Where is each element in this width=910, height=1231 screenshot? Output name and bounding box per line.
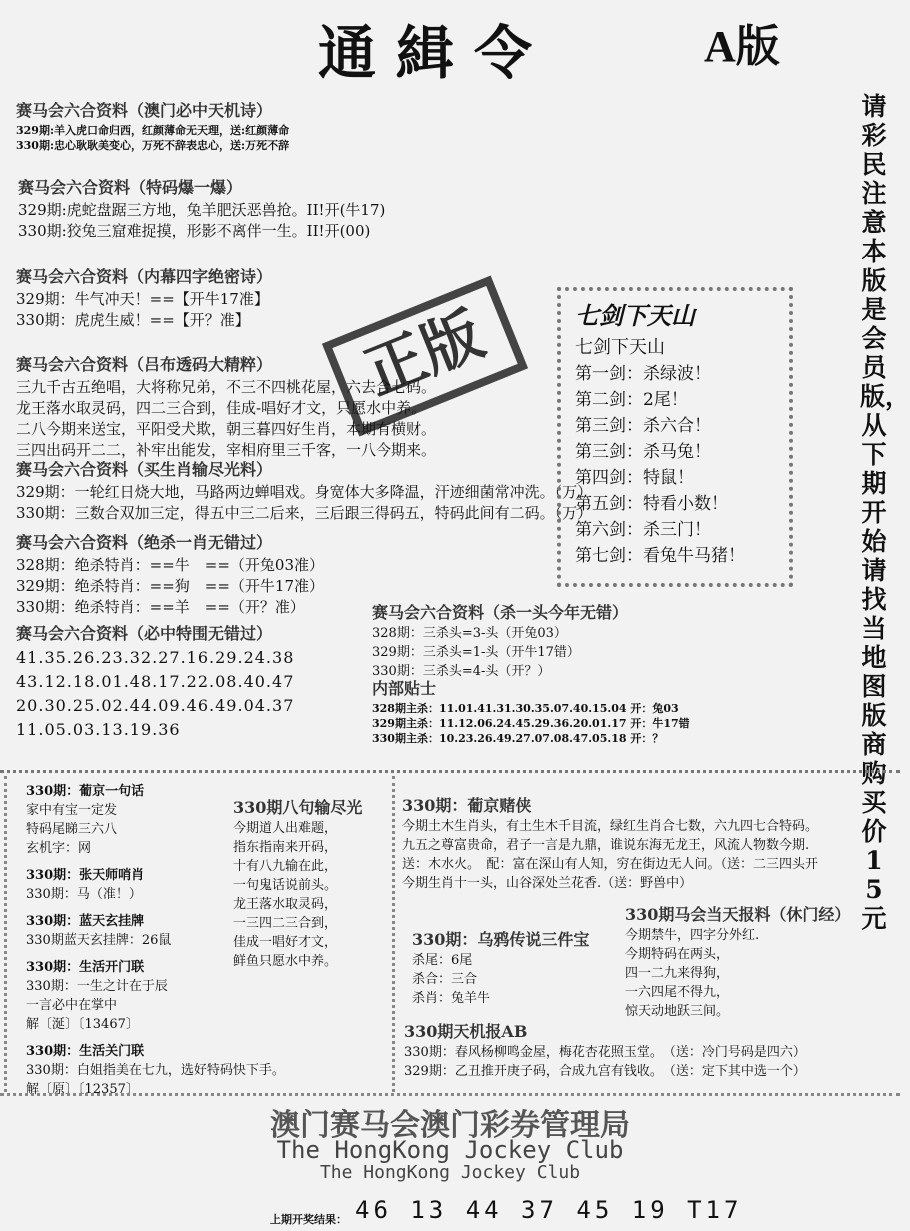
section-title: 赛马会六合资料（澳门必中天机诗） (16, 101, 273, 120)
section-line: 送：木水火。 配：富在深山有人知，穷在街边无人问。（送：二三四头开 (402, 857, 819, 872)
section-line: 今期禁牛，四字分外红. (625, 928, 760, 943)
section-line: 329期：绝杀特肖：==狗 ==（开牛17准） (16, 577, 324, 595)
sword-line: 第六剑：杀三门！ (575, 520, 711, 540)
section-line: 三九千古五绝唱，大将称兄弟，不三不四桃花屋，六去合七码。 (16, 378, 437, 396)
tip-line: 特码尾睇三六八 (26, 822, 118, 837)
section-title: 赛马会六合资料（必中特围无错过） (16, 624, 273, 643)
section-title: 赛马会六合资料（杀一头今年无错） (372, 603, 629, 622)
section-line: 328期：绝杀特肖：==牛 ==（开兔03准） (16, 556, 324, 574)
tip-group (26, 912, 236, 950)
section-line: 一三四二三合到， (233, 916, 338, 931)
tip-line: 一言必中在掌中 (26, 998, 118, 1013)
tip-title: 330期：葡京一句话 (26, 784, 145, 799)
section-lvbu (16, 354, 436, 461)
footer-english-name-small: The HongKong Jockey Club (319, 1162, 581, 1183)
section-special-code (18, 177, 385, 242)
section-title: 330期天机报AB (404, 1022, 528, 1041)
divider (0, 770, 900, 773)
seven-swords-header: 七剑下天山 (575, 301, 695, 330)
section-line: 龙王落水取灵码， (233, 897, 338, 912)
section-horse-report (625, 905, 850, 1021)
sword-line: 第三剑：杀马兔！ (575, 442, 711, 462)
section-line: 佳成一唱好才文， (233, 935, 338, 950)
section-line: 330期:忠心耿耿美变心，万死不辞表忠心，送:万死不辞 (16, 139, 290, 152)
genuine-stamp: 正版 (322, 276, 528, 437)
section-tianji-ab (404, 1022, 806, 1081)
section-line: 鲜鱼只愿水中养。 (233, 954, 338, 969)
section-bottom-left (26, 782, 285, 1107)
section-kill-one (16, 532, 324, 618)
sword-line: 第二剑：2尾！ (575, 390, 688, 410)
section-title: 330期：乌鸦传说三件宝 (412, 930, 590, 949)
section-title: 330期马会当天报料（休门经） (625, 905, 851, 924)
section-crow (412, 930, 589, 1008)
tip-line: 330期：一生之计在于辰 (26, 979, 168, 994)
section-line: 二八今期来送宝，平阳受犬欺，朝三暮四好生肖，本期有横财。 (16, 420, 437, 438)
sword-line: 第一剑：杀绿波！ (575, 364, 711, 384)
tip-title: 330期：蓝天玄挂牌 (26, 914, 145, 929)
sword-line: 第七剑：看兔牛马猪！ (575, 546, 745, 566)
section-line: 329期主杀：11.12.06.24.45.29.36.20.01.17 开：牛17错 (372, 717, 690, 730)
section-kill-head (372, 603, 628, 681)
tip-group (26, 1042, 285, 1099)
sword-line: 第三剑：杀六合！ (575, 416, 711, 436)
section-line: 11.05.03.13.19.36 (16, 720, 181, 739)
section-secret-poem (16, 266, 272, 331)
tip-line: 330期：马（准！） (26, 887, 142, 902)
section-line: 328期：三杀头=3-头（开兔03） (372, 626, 567, 641)
seven-swords-box (557, 287, 793, 587)
sword-line: 第五剑：特看小数！ (575, 494, 728, 514)
section-insider (372, 678, 690, 746)
section-line: 330期：三杀头=4-头（开？） (372, 664, 551, 679)
tip-group (26, 958, 236, 1034)
section-line: 四一二九来得狗， (625, 966, 730, 981)
section-line: 43.12.18.01.48.17.22.08.40.47 (16, 672, 295, 691)
tip-line: 家中有宝一定发 (26, 803, 118, 818)
section-line: 41.35.26.23.32.27.16.29.24.38 (16, 648, 295, 667)
masthead-title: 通緝令 (318, 19, 553, 87)
section-title: 赛马会六合资料（吕布透码大精粹） (16, 355, 273, 374)
section-line: 330期：虎虎生威！==【开？准】 (16, 311, 250, 329)
section-gambler (402, 796, 818, 893)
section-line: 329期:虎蛇盘踞三方地，兔羊肥沃恶兽抢。II!开(牛17) (18, 201, 386, 219)
section-title: 赛马会六合资料（特码爆一爆） (18, 178, 243, 197)
section-title: 330期：葡京赌侠 (402, 796, 532, 815)
section-tianji-poem (16, 100, 289, 153)
last-result-label: 上期开奖结果： (270, 1213, 347, 1226)
divider (0, 1093, 900, 1096)
tip-line: 解〔涎〕〔13467〕 (26, 1017, 139, 1032)
section-line: 指东指南来开码， (233, 840, 338, 855)
section-title: 赛马会六合资料（买生肖输尽光料） (16, 460, 273, 479)
section-line: 330期:狡兔三窟难捉摸，形影不离伴一生。II!开(00) (18, 222, 371, 240)
section-special-range (16, 623, 294, 742)
section-line: 一句鬼话说前头。 (233, 878, 338, 893)
section-title: 内部贴士 (372, 679, 437, 698)
tip-title: 330期：生活关门联 (26, 1044, 145, 1059)
section-line: 329期：一轮红日烧大地，马路两边蝉唱戏。身宽体大多降温，汗迹细菌常冲洗。（万） (16, 483, 593, 501)
section-zodiac (16, 459, 592, 524)
section-line: 今期土木生肖头，有土生木千目流，绿红生肖合七数，六九四七合特码。 (402, 819, 819, 834)
footer-english-name: The HongKong Jockey Club (276, 1136, 624, 1164)
tip-group (26, 782, 236, 858)
section-line: 329期：牛气冲天！==【开牛17准】 (16, 290, 269, 308)
section-line: 杀尾：6尾 (412, 953, 473, 968)
section-line: 惊天动地跃三间。 (625, 1004, 730, 1019)
sidebar-notice: 请彩民注意本版是会员版，从下期开始请找当地图版商购买价15元 (860, 92, 910, 933)
divider (4, 776, 7, 1092)
section-line: 三四出码开二二，补牢出能发，宰相府里三千客，一八今期来。 (16, 441, 437, 459)
section-line: 今期生肖十一头，山谷深处兰花香.（送：野兽中） (402, 876, 693, 891)
section-line: 今期道人出难题， (233, 821, 338, 836)
section-line: 329期:羊入虎口命归西，红颜薄命无天理，送:红颜薄命 (16, 124, 290, 137)
section-line: 十有八九输在此， (233, 859, 338, 874)
section-line: 杀合：三合 (412, 972, 478, 987)
sword-line: 第四剑：特鼠！ (575, 468, 694, 488)
edition-label: A版 (704, 22, 780, 71)
tip-title: 330期：张天师哨肖 (26, 868, 145, 883)
section-line: 330期主杀：10.23.26.49.27.07.08.47.05.18 开：？ (372, 732, 664, 745)
footer-org-name: 澳门赛马会澳门彩券管理局 (270, 1108, 630, 1143)
section-line: 一六四尾不得九， (625, 985, 730, 1000)
section-line: 329期：三杀头=1-头（开牛17错） (372, 645, 580, 660)
tip-line: 玄机字：网 (26, 841, 92, 856)
section-line: 杀肖：兔羊牛 (412, 991, 491, 1006)
tip-title: 330期：生活开门联 (26, 960, 145, 975)
section-title: 330期八句输尽光 (233, 798, 363, 817)
section-line: 328期主杀：11.01.41.31.30.35.07.40.15.04 开：兔03 (372, 702, 679, 715)
section-line: 今期特码在两头， (625, 947, 730, 962)
tip-line: 解〔原〕〔12357〕 (26, 1082, 139, 1097)
section-line: 九五之尊富贵命，君子一言是九鼎，谁说东海无龙王，风流人物数今期. (402, 838, 810, 853)
section-line: 330期：绝杀特肖：==羊 ==（开？准） (16, 598, 305, 616)
seven-swords-title: 七剑下天山 (575, 337, 665, 358)
section-eight-lines (233, 798, 393, 971)
section-line: 330期：春风杨柳鸣金屋，梅花杏花照玉堂。 （送：冷门号码是四六） (404, 1045, 806, 1060)
tip-line: 330期蓝天玄挂牌：26鼠 (26, 933, 172, 948)
tip-group (26, 866, 236, 904)
section-title: 赛马会六合资料（绝杀一肖无错过） (16, 533, 273, 552)
last-result-numbers: 46 13 44 37 45 19 T17 (355, 1196, 743, 1224)
section-line: 329期：乙丑推开庚子码，合成九宫有钱收。 （送：定下其中选一个） (404, 1064, 806, 1079)
section-title: 赛马会六合资料（内幕四字绝密诗） (16, 267, 273, 286)
section-line: 20.30.25.02.44.09.46.49.04.37 (16, 696, 295, 715)
section-line: 330期：三数合双加三定，得五中三二后来，三后跟三得码五，特码此间有二码。（万） (16, 504, 593, 522)
tip-line: 330期：白姐指美在七九，选好特码快下手。 (26, 1063, 285, 1078)
section-line: 龙王落水取灵码，四二三合到，佳成-唱好才文，只愿水中养。 (16, 399, 427, 417)
